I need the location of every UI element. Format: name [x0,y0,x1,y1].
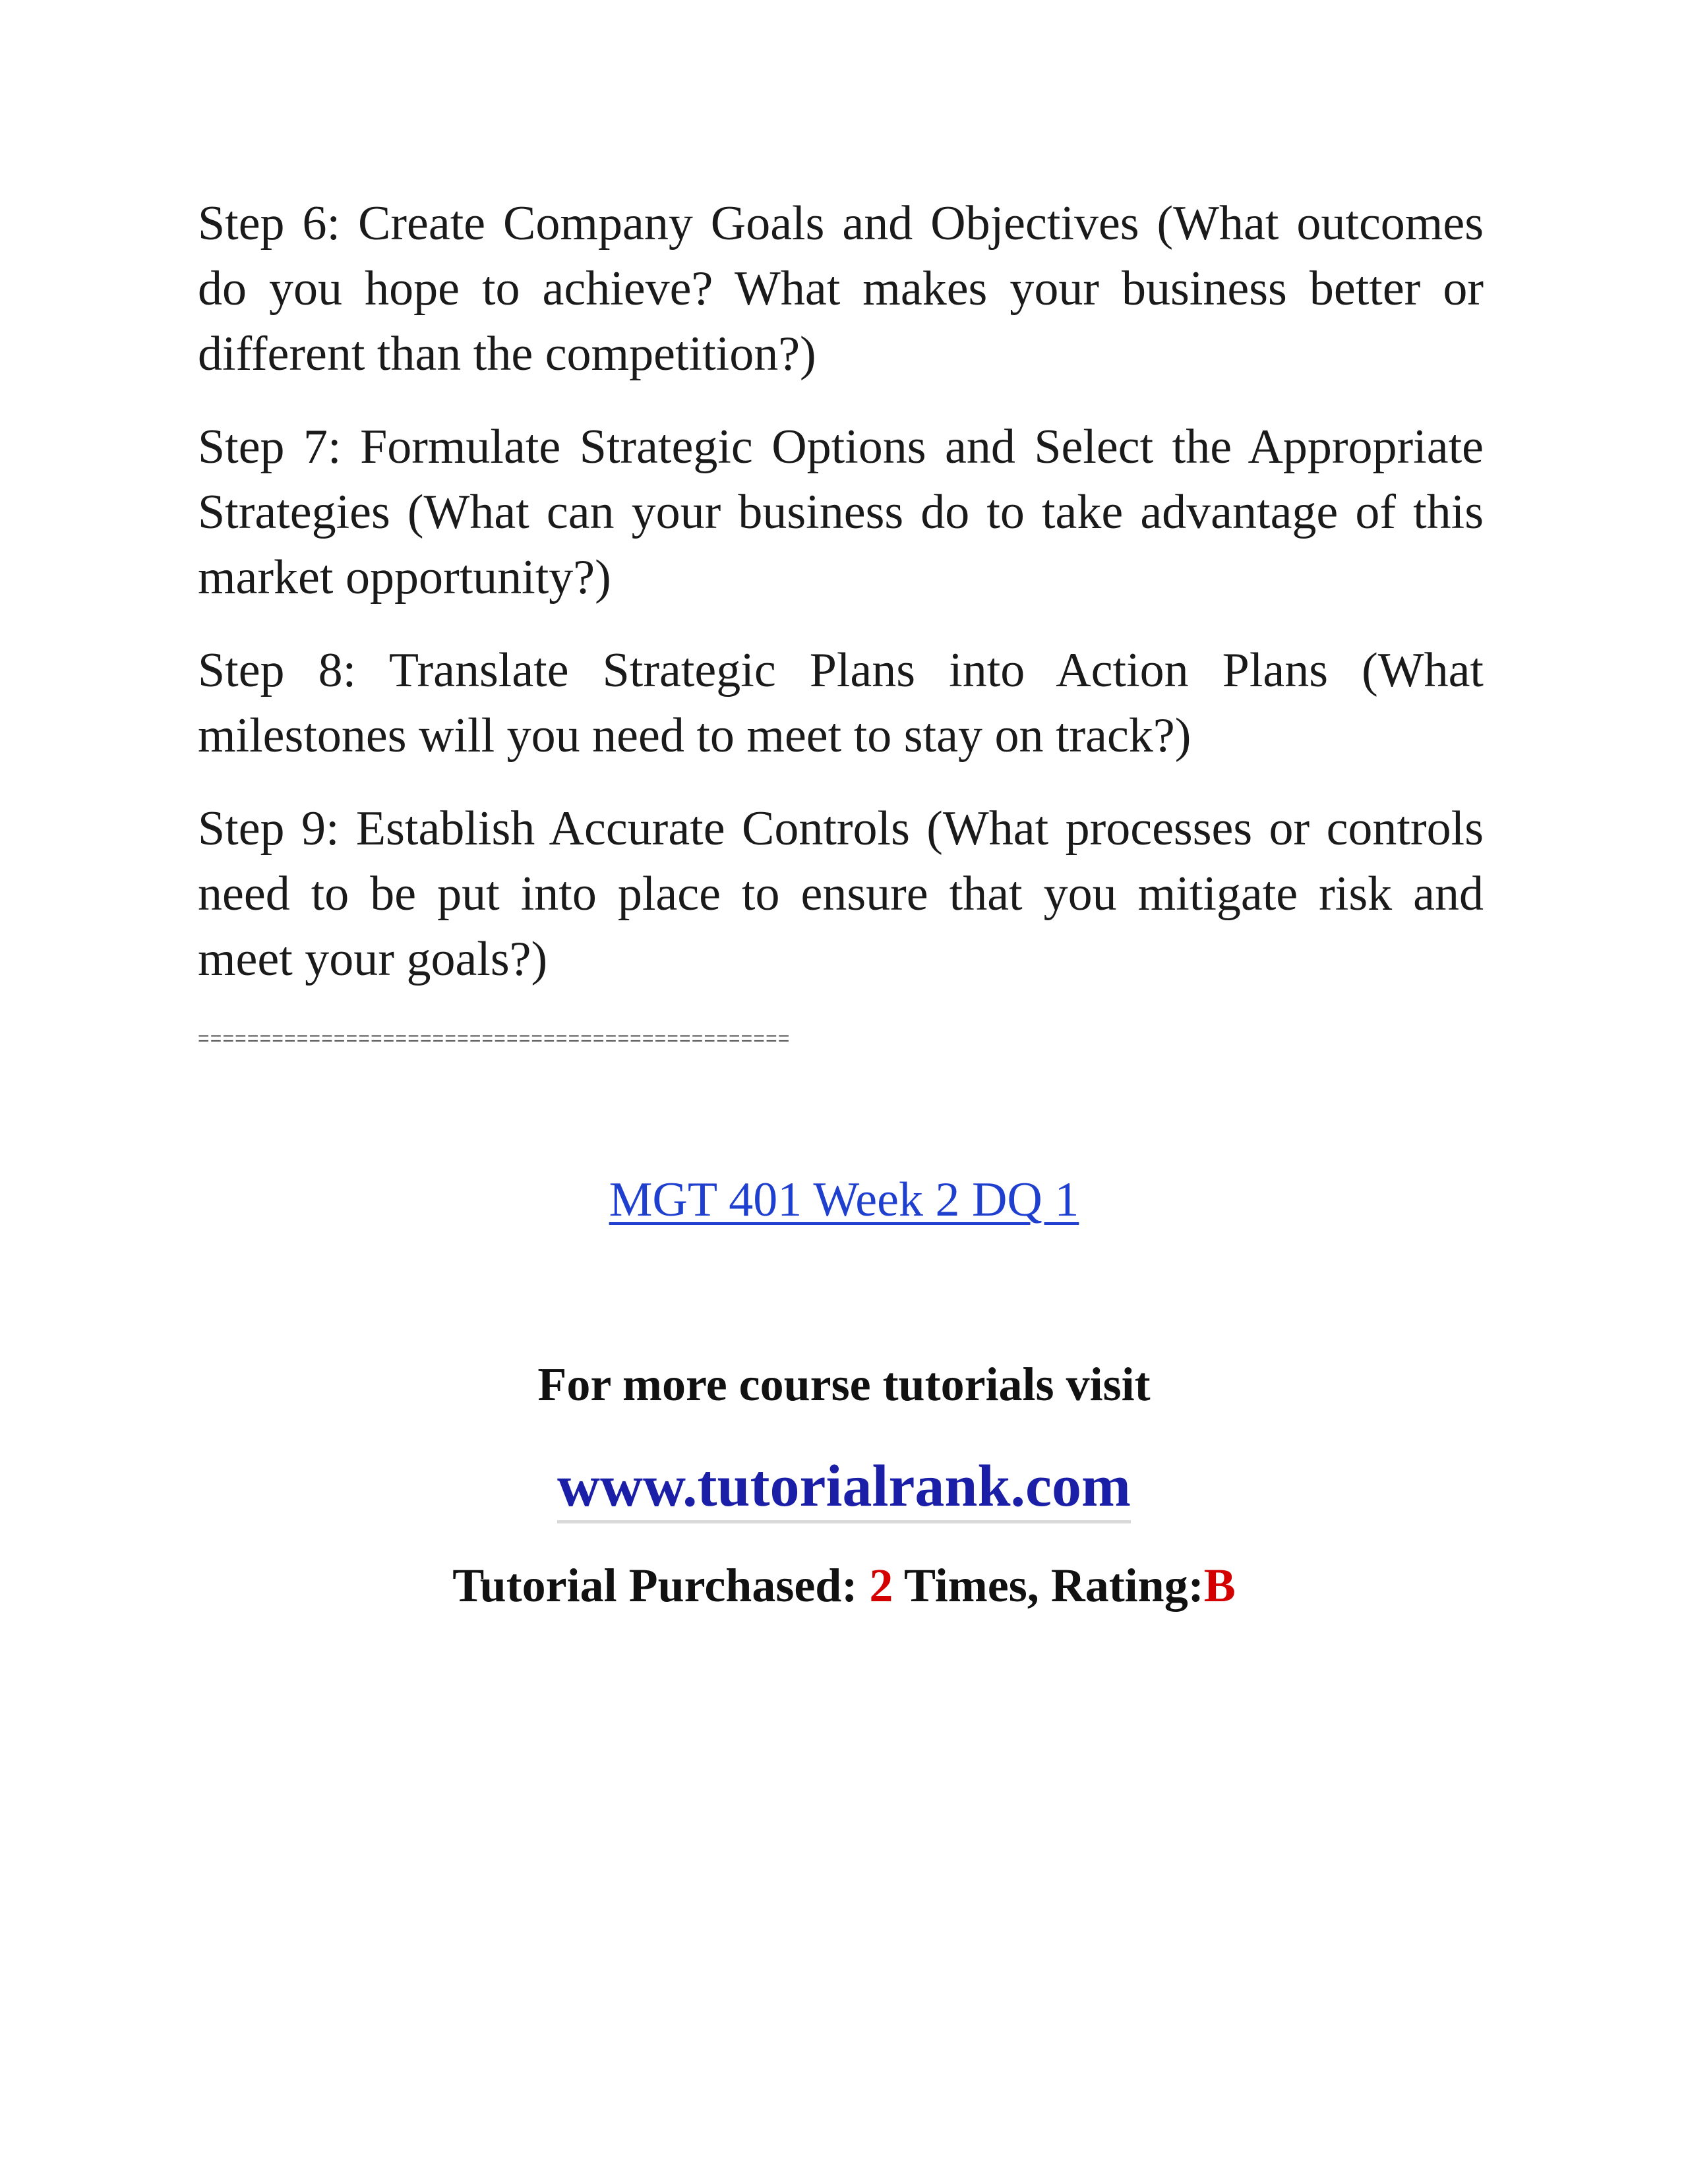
rating-value: B [1203,1559,1236,1612]
purchase-middle: Times, Rating: [893,1559,1204,1612]
step-7-paragraph: Step 7: Formulate Strategic Options and Select the Appropriate Strategies (What can your business do to take advantage of this market opportunity?) [198,420,1484,605]
course-link-row [0,1167,1688,1233]
step-9-paragraph: Step 9: Establish Accurate Controls (What processes or controls need to be put into place to ensure that you mitigate risk and meet your goals?) [198,802,1484,986]
document-body [198,191,1484,1020]
website-row [0,1447,1688,1526]
purchase-info [0,1552,1688,1618]
more-tutorials-text: For more course tutorials visit [537,1358,1151,1411]
course-link[interactable]: MGT 401 Week 2 DQ 1 [609,1173,1079,1227]
step-8-paragraph: Step 8: Translate Strategic Plans into Action Plans (What milestones will you need to meet to stay on track?) [198,643,1484,763]
purchase-prefix: Tutorial Purchased: [452,1559,870,1612]
step-6-paragraph: Step 6: Create Company Goals and Objectives (What outcomes do you hope to achieve? What makes your business better or different than the competition?) [198,196,1484,381]
purchase-count: 2 [869,1559,893,1612]
website-link[interactable]: www.tutorialrank.com [557,1454,1131,1523]
separator-line: ================================================ [198,1028,791,1049]
